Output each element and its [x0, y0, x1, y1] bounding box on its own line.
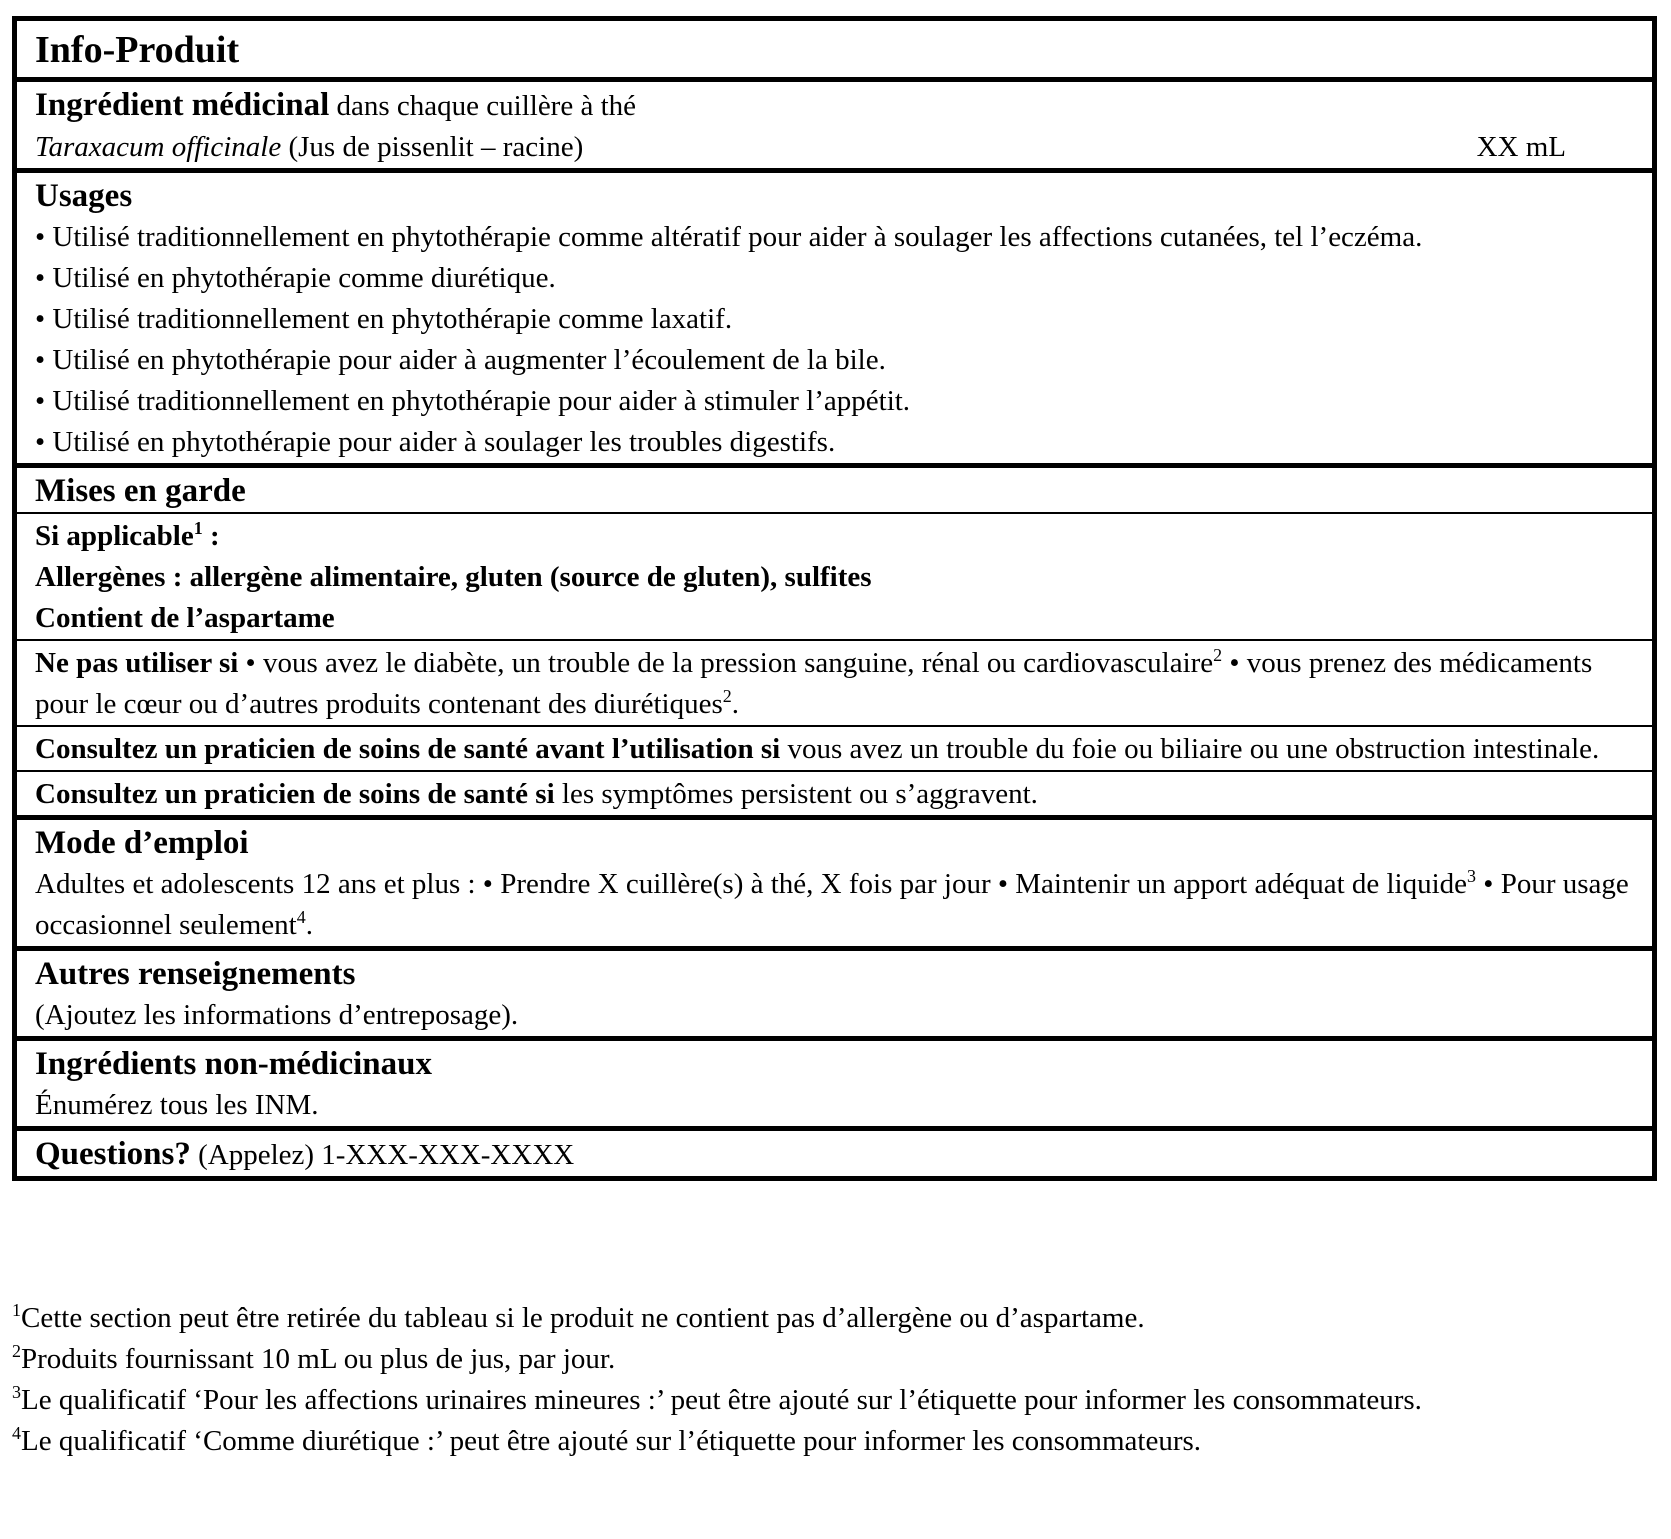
uses-item: • Utilisé en phytothérapie pour aider à soulager les troubles digestifs.	[35, 426, 836, 458]
directions-section	[17, 815, 1652, 946]
if-applicable-colon: :	[202, 520, 220, 552]
uses-item: • Utilisé en phytothérapie comme diurétique.	[35, 262, 556, 294]
consult-body: les symptômes persistent ou s’aggravent.	[554, 778, 1038, 810]
footnote	[12, 1380, 1662, 1421]
directions-body-1: Adultes et adolescents 12 ans et plus : • Prendre X cuillère(s) à thé, X fois par jour • Maintenir un apport adéquat de liquide	[35, 868, 1468, 900]
medicinal-ingredient-row	[35, 127, 1652, 168]
footnote-text: Cette section peut être retirée du tableau si le produit ne contient pas d’allergène ou d’aspartame.	[21, 1302, 1145, 1334]
do-not-use-item-1: • vous avez le diabète, un trouble de la pression sanguine, rénal ou cardiovasculaire	[238, 647, 1214, 679]
consult-before-text	[35, 729, 1652, 770]
uses-item: • Utilisé traditionnellement en phytothérapie comme laxatif.	[35, 303, 733, 335]
non-medicinal-text: Énumérez tous les INM.	[35, 1089, 319, 1121]
if-applicable-section	[17, 512, 1652, 639]
footnote-text: Le qualificatif ‘Comme diurétique :’ peut être ajouté sur l’étiquette pour informer les consommateurs.	[21, 1425, 1202, 1457]
footnote-number: 2	[12, 1341, 21, 1361]
consult-before-label: Consultez un praticien de soins de santé avant l’utilisation si	[35, 733, 781, 765]
product-facts-panel	[12, 16, 1657, 1181]
do-not-use-section	[17, 639, 1652, 725]
other-info-text: (Ajoutez les informations d’entreposage).	[35, 999, 519, 1031]
questions-section	[17, 1126, 1652, 1176]
consult-section	[17, 770, 1652, 815]
directions-text	[35, 864, 1652, 946]
other-info-section	[17, 946, 1652, 1036]
footnote-ref: 1	[193, 518, 203, 538]
non-medicinal-section	[17, 1036, 1652, 1126]
warnings-heading-section	[17, 463, 1652, 512]
ingredient-latin-name: Taraxacum officinale	[35, 131, 282, 163]
directions-end: .	[305, 909, 313, 941]
consult-before-body: vous avez un trouble du foie ou biliaire ou une obstruction intestinale.	[780, 733, 1600, 765]
do-not-use-label: Ne pas utiliser si	[35, 647, 239, 679]
footnote	[12, 1339, 1662, 1380]
title-section	[17, 21, 1652, 77]
questions-phone: (Appelez) 1-XXX-XXX-XXXX	[190, 1139, 575, 1171]
directions-body-2: • Pour usage occasionnel seulement	[35, 868, 1629, 941]
footnote-number: 3	[12, 1382, 21, 1402]
warnings-heading: Mises en garde	[35, 473, 246, 509]
footnote-text: Produits fournissant 10 mL ou plus de jus, par jour.	[21, 1343, 616, 1375]
uses-item: • Utilisé traditionnellement en phytothérapie pour aider à stimuler l’appétit.	[35, 385, 911, 417]
uses-item: • Utilisé traditionnellement en phytothérapie comme altératif pour aider à soulager les affections cutanées, tel l’eczéma.	[35, 221, 1423, 253]
footnote-number: 1	[12, 1300, 21, 1320]
medicinal-ingredient-subheading: dans chaque cuillère à thé	[329, 90, 637, 122]
footnote-ref: 2	[1213, 645, 1223, 665]
footnote-ref: 2	[722, 686, 732, 706]
panel-title: Info-Produit	[35, 29, 240, 71]
questions-line	[35, 1133, 1652, 1176]
ingredient-common-name: (Jus de pissenlit – racine)	[281, 131, 584, 163]
directions-heading: Mode d’emploi	[35, 825, 249, 861]
footnote-text: Le qualificatif ‘Pour les affections urinaires mineures :’ peut être ajouté sur l’étiquette pour informer les consommateurs.	[21, 1384, 1422, 1416]
medicinal-ingredient-section	[17, 77, 1652, 168]
ingredient-amount: XX mL	[1476, 131, 1566, 163]
consult-before-section	[17, 725, 1652, 770]
non-medicinal-heading: Ingrédients non-médicinaux	[35, 1046, 432, 1082]
allergens-line: Allergènes : allergène alimentaire, gluten (source de gluten), sulfites	[35, 561, 872, 593]
medicinal-ingredient-heading-line	[35, 84, 1652, 127]
uses-section	[17, 168, 1652, 463]
consult-text	[35, 774, 1652, 815]
do-not-use-text	[35, 643, 1652, 725]
uses-heading: Usages	[35, 178, 133, 214]
footnote-ref: 3	[1467, 866, 1477, 886]
other-info-heading: Autres renseignements	[35, 956, 356, 992]
footnotes	[12, 1298, 1662, 1462]
ingredient-name	[35, 127, 583, 168]
if-applicable-line	[35, 516, 1652, 557]
consult-label: Consultez un praticien de soins de santé si	[35, 778, 555, 810]
medicinal-ingredient-heading: Ingrédient médicinal	[35, 87, 330, 123]
footnote-number: 4	[12, 1423, 21, 1443]
questions-heading: Questions?	[35, 1136, 191, 1172]
footnote	[12, 1298, 1662, 1339]
do-not-use-end: .	[731, 688, 740, 720]
uses-item: • Utilisé en phytothérapie pour aider à augmenter l’écoulement de la bile.	[35, 344, 886, 376]
if-applicable-label: Si applicable	[35, 520, 194, 552]
aspartame-line: Contient de l’aspartame	[35, 602, 335, 634]
footnote	[12, 1421, 1662, 1462]
footnote-ref: 4	[296, 907, 306, 927]
do-not-use-item-2: • vous prenez des médicaments pour le cœur ou d’autres produits contenant des diurétiques	[35, 647, 1593, 720]
